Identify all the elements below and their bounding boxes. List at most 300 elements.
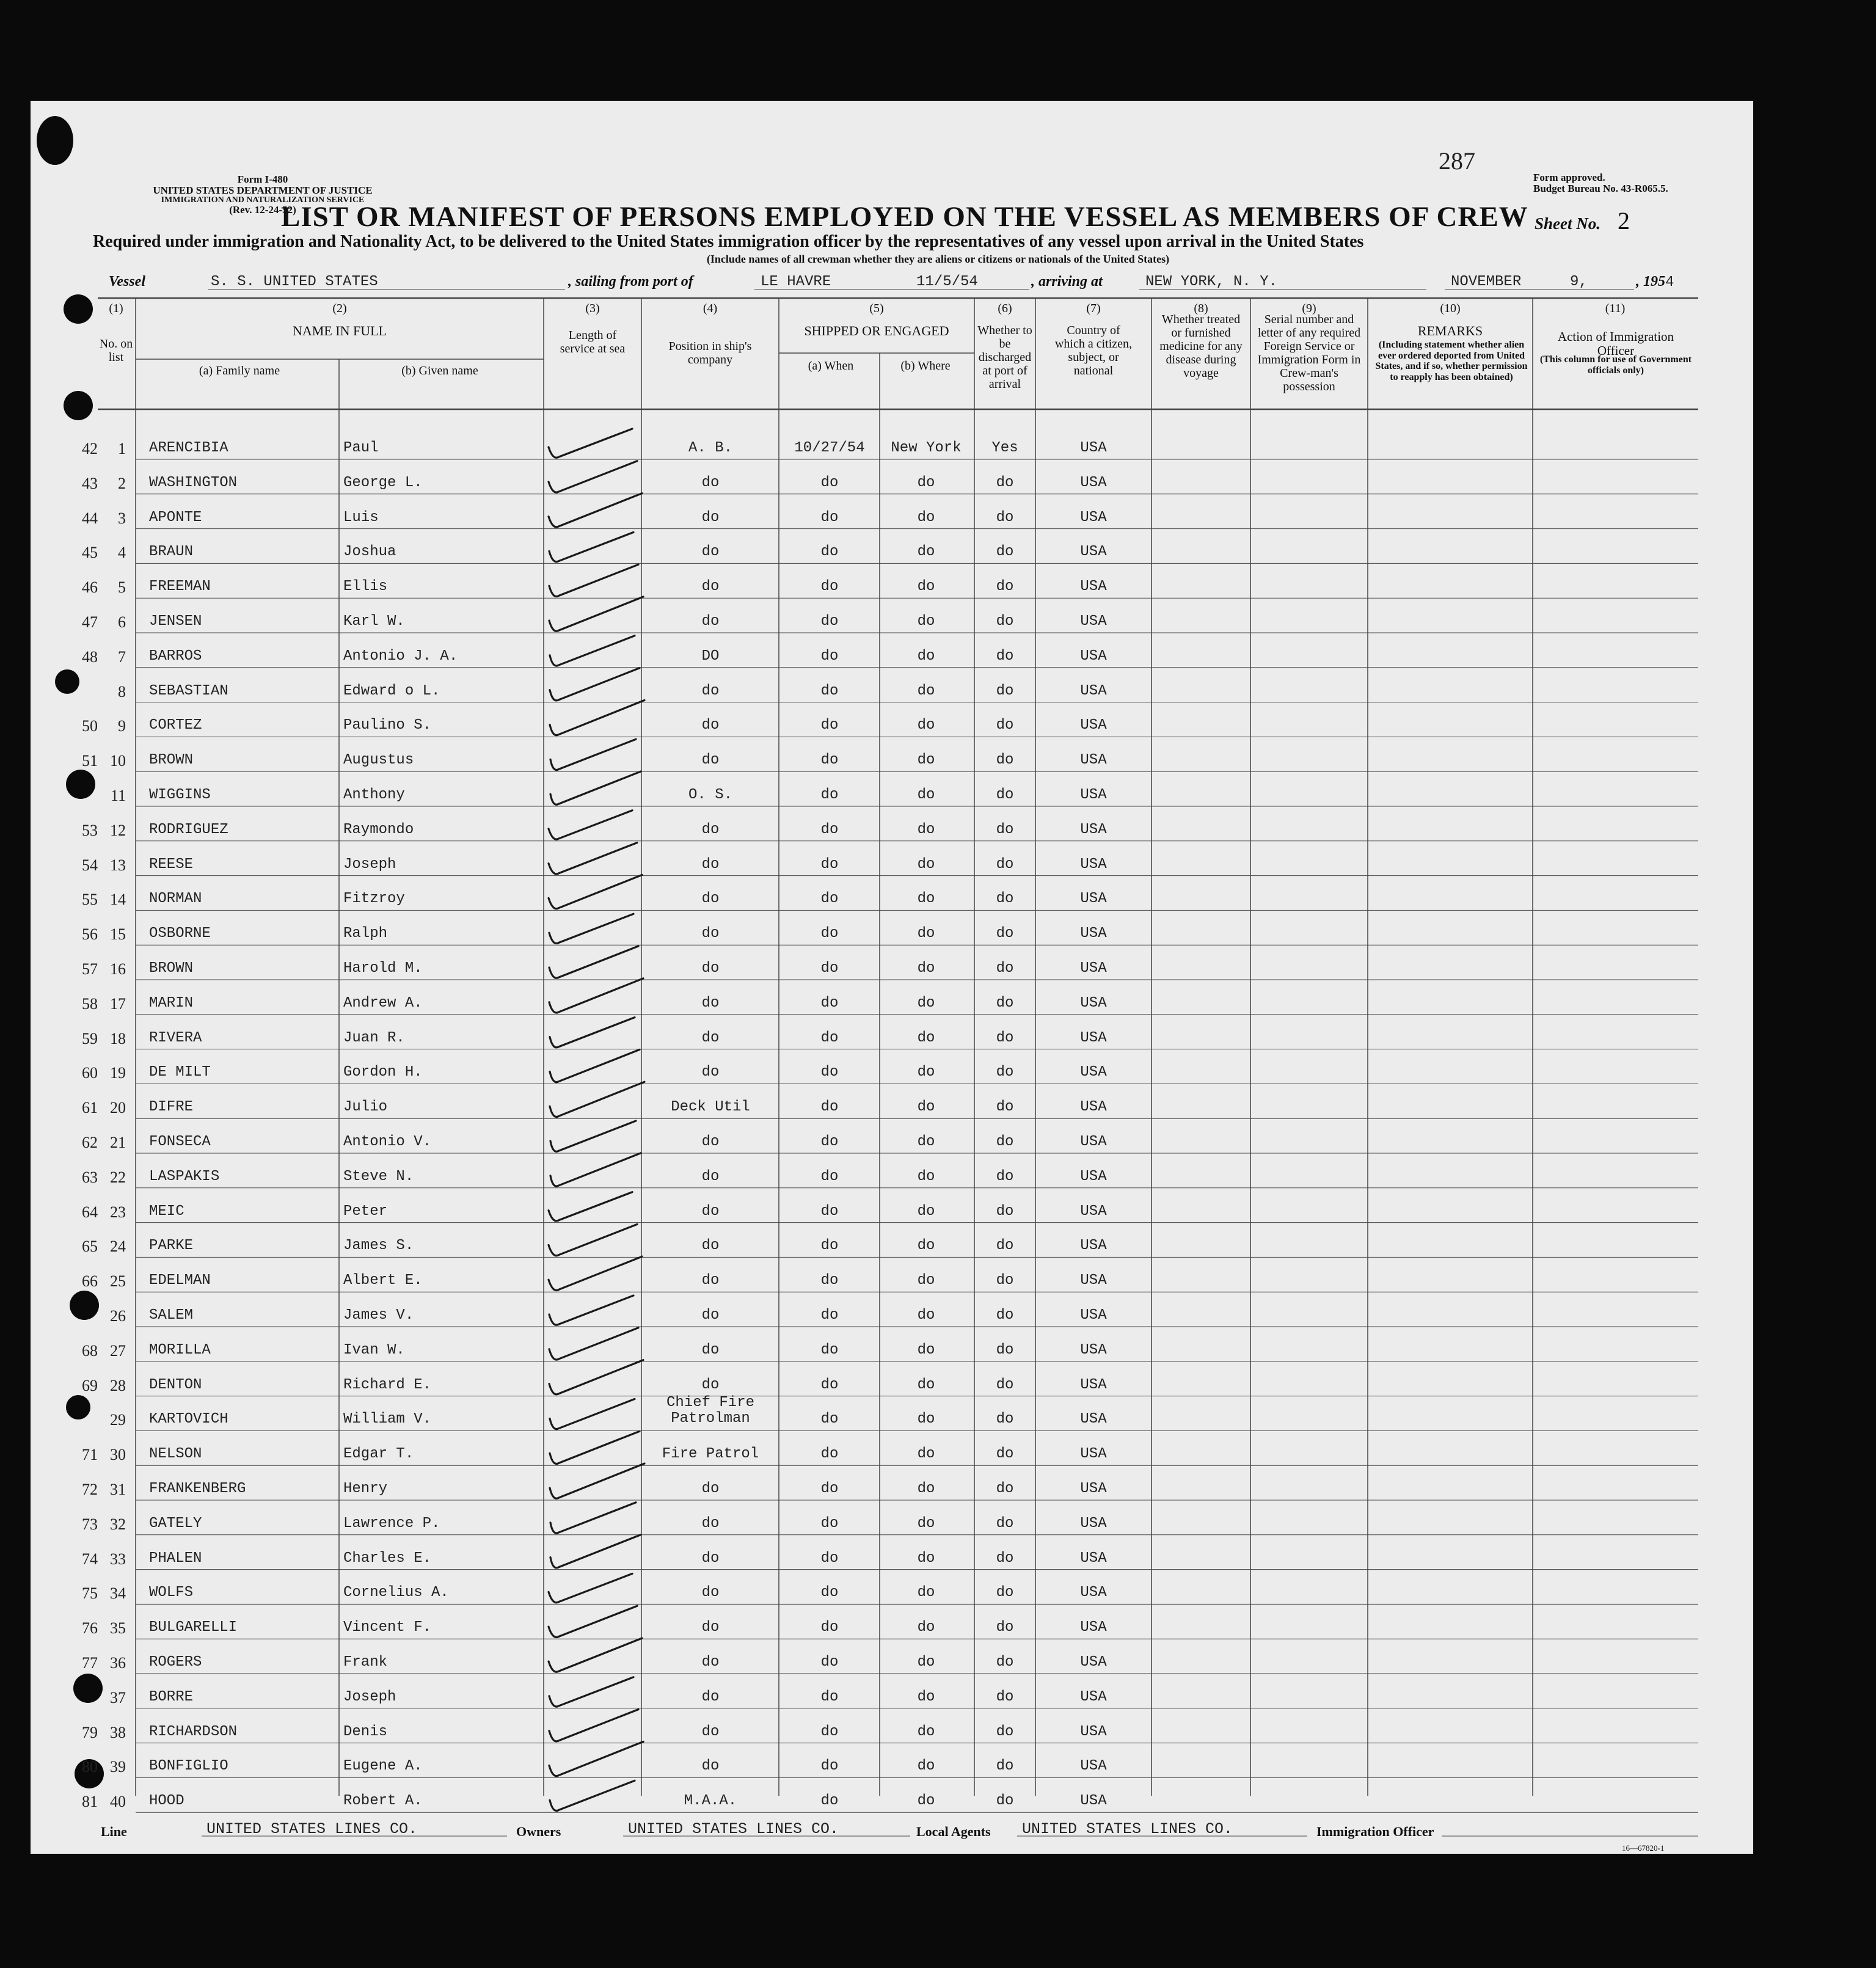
department-name: UNITED STATES DEPARTMENT OF JUSTICE bbox=[153, 184, 373, 196]
given-name: Vincent F. bbox=[343, 1619, 432, 1636]
position: do bbox=[701, 925, 720, 942]
shipped-when: do bbox=[820, 821, 839, 838]
country: USA bbox=[1080, 1793, 1107, 1810]
shipped-where: do bbox=[917, 1099, 935, 1116]
col4-number: (4) bbox=[703, 302, 718, 315]
position: Fire Patrol bbox=[662, 1446, 759, 1463]
col4-header: Position in ship's company bbox=[668, 340, 752, 366]
country: USA bbox=[1080, 1134, 1107, 1150]
position: M.A.A. bbox=[684, 1793, 737, 1810]
family-name: WIGGINS bbox=[149, 787, 211, 803]
given-name: Albert E. bbox=[343, 1272, 423, 1289]
position: do bbox=[701, 891, 720, 908]
shipped-where: do bbox=[917, 1237, 935, 1255]
shipped-when: do bbox=[820, 891, 839, 908]
form-revision: (Rev. 12-24-52) bbox=[229, 204, 296, 216]
shipped-when: do bbox=[820, 1307, 839, 1324]
approval-line-2: Budget Bureau No. 43-R065.5. bbox=[1533, 182, 1668, 194]
given-name: Robert A. bbox=[343, 1793, 423, 1810]
discharged: do bbox=[996, 1584, 1014, 1602]
shipped-where: do bbox=[917, 613, 935, 630]
list-number: 16 bbox=[110, 960, 126, 978]
shipped-where: do bbox=[917, 752, 935, 769]
list-number: 24 bbox=[110, 1237, 126, 1256]
page-ref-number: 47 bbox=[82, 613, 98, 631]
list-number: 29 bbox=[110, 1411, 126, 1429]
shipped-where: do bbox=[917, 682, 935, 699]
family-name: LASPAKIS bbox=[149, 1168, 220, 1185]
punch-hole bbox=[55, 669, 79, 694]
departure-port: LE HAVRE bbox=[761, 274, 831, 290]
family-name: DIFRE bbox=[149, 1099, 194, 1116]
page-ref-number: 75 bbox=[82, 1584, 98, 1603]
family-name: SALEM bbox=[149, 1307, 194, 1324]
shipped-when: do bbox=[820, 925, 839, 942]
country: USA bbox=[1080, 1515, 1107, 1532]
discharged: do bbox=[996, 474, 1014, 491]
page-ref-number: 48 bbox=[82, 647, 98, 666]
country: USA bbox=[1080, 717, 1107, 734]
list-number: 8 bbox=[118, 682, 126, 701]
page-ref-number: 60 bbox=[82, 1064, 98, 1082]
approval-line-1: Form approved. bbox=[1533, 172, 1605, 183]
given-name: Luis bbox=[343, 509, 379, 526]
list-number: 40 bbox=[110, 1793, 126, 1811]
country: USA bbox=[1080, 1341, 1107, 1358]
given-name: Peter bbox=[343, 1203, 388, 1220]
given-name: Ivan W. bbox=[343, 1341, 405, 1358]
col7-header: Country of which a citizen, subject, or national bbox=[1054, 324, 1133, 377]
shipped-where: do bbox=[917, 1688, 935, 1705]
given-name: Charles E. bbox=[343, 1550, 432, 1567]
shipped-where: do bbox=[917, 578, 935, 596]
page-ref-number: 65 bbox=[82, 1237, 98, 1256]
given-name: Julio bbox=[343, 1099, 388, 1116]
country: USA bbox=[1080, 474, 1107, 491]
discharged: do bbox=[996, 891, 1014, 908]
country: USA bbox=[1080, 1237, 1107, 1255]
discharged: do bbox=[996, 1619, 1014, 1636]
given-name: Harold M. bbox=[343, 960, 423, 977]
shipped-when: do bbox=[820, 856, 839, 873]
list-number: 27 bbox=[110, 1341, 126, 1360]
family-name: MEIC bbox=[149, 1203, 184, 1220]
discharged: do bbox=[996, 856, 1014, 873]
country: USA bbox=[1080, 1272, 1107, 1289]
page-ref-number: 79 bbox=[82, 1723, 98, 1741]
col9-number: (9) bbox=[1302, 302, 1316, 315]
list-number: 33 bbox=[110, 1550, 126, 1568]
shipped-where: New York bbox=[891, 440, 962, 456]
page-ref-number: 53 bbox=[82, 821, 98, 839]
family-name: APONTE bbox=[149, 509, 202, 526]
page-ref-number: 58 bbox=[82, 994, 98, 1013]
position: do bbox=[701, 682, 720, 699]
list-number: 37 bbox=[110, 1688, 126, 1707]
list-number: 10 bbox=[110, 752, 126, 770]
shipped-when: do bbox=[820, 960, 839, 977]
list-number: 4 bbox=[118, 544, 126, 562]
col2b-header: (b) Given name bbox=[401, 364, 478, 377]
shipped-where: do bbox=[917, 925, 935, 942]
family-name: RICHARDSON bbox=[149, 1723, 238, 1740]
list-number: 20 bbox=[110, 1099, 126, 1117]
form-number: Form I-480 bbox=[237, 173, 288, 185]
given-name: Joseph bbox=[343, 856, 396, 873]
shipped-when: do bbox=[820, 509, 839, 526]
country: USA bbox=[1080, 994, 1107, 1011]
col10-number: (10) bbox=[1440, 302, 1461, 315]
given-name: James V. bbox=[343, 1307, 414, 1324]
discharged: do bbox=[996, 509, 1014, 526]
col2-header: NAME IN FULL bbox=[293, 323, 387, 338]
list-number: 35 bbox=[110, 1619, 126, 1638]
page-ref-number: 42 bbox=[82, 440, 98, 457]
position: do bbox=[701, 1550, 720, 1567]
include-note: (Include names of all crewman whether they are aliens or citizens or nationals of the United States) bbox=[706, 253, 1170, 265]
family-name: MORILLA bbox=[149, 1341, 211, 1358]
page-ref-number: 50 bbox=[82, 717, 98, 735]
punch-hole bbox=[66, 770, 95, 799]
given-name: Anthony bbox=[343, 787, 405, 803]
country: USA bbox=[1080, 613, 1107, 630]
shipped-when: do bbox=[820, 1099, 839, 1116]
country: USA bbox=[1080, 578, 1107, 596]
list-number: 13 bbox=[110, 856, 126, 874]
family-name: FONSECA bbox=[149, 1134, 211, 1150]
shipped-when: do bbox=[820, 994, 839, 1011]
discharged: do bbox=[996, 787, 1014, 803]
family-name: ROGERS bbox=[149, 1654, 202, 1671]
position: DO bbox=[701, 647, 720, 665]
family-name: PARKE bbox=[149, 1237, 194, 1255]
position: do bbox=[701, 1341, 720, 1358]
arrival-month: NOVEMBER bbox=[1451, 274, 1522, 290]
country: USA bbox=[1080, 752, 1107, 769]
country: USA bbox=[1080, 1376, 1107, 1393]
col5a-header: (a) When bbox=[808, 359, 854, 373]
col2-number: (2) bbox=[332, 302, 347, 315]
shipped-where: do bbox=[917, 1515, 935, 1532]
page-ref-number: 46 bbox=[82, 578, 98, 597]
page-ref-number: 55 bbox=[82, 891, 98, 909]
list-number: 1 bbox=[118, 440, 126, 457]
country: USA bbox=[1080, 1411, 1107, 1428]
given-name: Edgar T. bbox=[343, 1446, 414, 1463]
shipped-where: do bbox=[917, 821, 935, 838]
given-name: William V. bbox=[343, 1411, 432, 1428]
discharged: do bbox=[996, 1654, 1014, 1671]
country: USA bbox=[1080, 1481, 1107, 1497]
line-label: Line bbox=[101, 1824, 127, 1839]
family-name: WOLFS bbox=[149, 1584, 194, 1602]
country: USA bbox=[1080, 1307, 1107, 1324]
discharged: do bbox=[996, 1446, 1014, 1463]
position: do bbox=[701, 1134, 720, 1150]
page-ref-number: 74 bbox=[82, 1550, 98, 1568]
page-ref-number: 61 bbox=[82, 1099, 98, 1117]
given-name: Raymondo bbox=[343, 821, 414, 838]
shipped-when: do bbox=[820, 544, 839, 561]
shipped-when: do bbox=[820, 578, 839, 596]
shipped-when: do bbox=[820, 1481, 839, 1497]
position: O. S. bbox=[688, 787, 732, 803]
list-number: 17 bbox=[110, 994, 126, 1013]
position: do bbox=[701, 1307, 720, 1324]
discharged: do bbox=[996, 682, 1014, 699]
shipped-when: do bbox=[820, 474, 839, 491]
family-name: BRAUN bbox=[149, 544, 194, 561]
family-name: EDELMAN bbox=[149, 1272, 211, 1289]
shipped-when: do bbox=[820, 1064, 839, 1081]
col11-note: (This column for use of Government officials only) bbox=[1539, 354, 1692, 376]
shipped-when: do bbox=[820, 1550, 839, 1567]
list-number: 39 bbox=[110, 1758, 126, 1776]
shipped-where: do bbox=[917, 1168, 935, 1185]
family-name: NELSON bbox=[149, 1446, 202, 1463]
shipped-when: do bbox=[820, 1411, 839, 1428]
position: do bbox=[701, 1584, 720, 1602]
country: USA bbox=[1080, 787, 1107, 803]
shipped-where: do bbox=[917, 1723, 935, 1740]
shipped-when: do bbox=[820, 1584, 839, 1602]
given-name: Paulino S. bbox=[343, 717, 432, 734]
shipped-when: do bbox=[820, 1341, 839, 1358]
page-ref-number: 45 bbox=[82, 544, 98, 562]
discharged: do bbox=[996, 1099, 1014, 1116]
page-ref-number: 59 bbox=[82, 1029, 98, 1048]
discharged: do bbox=[996, 613, 1014, 630]
list-number: 6 bbox=[118, 613, 126, 631]
col1-header: No. on list bbox=[99, 337, 133, 364]
given-name: Eugene A. bbox=[343, 1758, 423, 1775]
col2a-header: (a) Family name bbox=[199, 364, 280, 377]
discharged: do bbox=[996, 578, 1014, 596]
arriving-label: , arriving at bbox=[1031, 274, 1103, 290]
shipped-when: do bbox=[820, 647, 839, 665]
position: do bbox=[701, 578, 720, 596]
country: USA bbox=[1080, 1064, 1107, 1081]
shipped-when: do bbox=[820, 613, 839, 630]
shipped-where: do bbox=[917, 960, 935, 977]
list-number: 34 bbox=[110, 1584, 126, 1603]
discharged: do bbox=[996, 960, 1014, 977]
shipped-when: do bbox=[820, 1203, 839, 1220]
page-ref-number: 62 bbox=[82, 1134, 98, 1151]
col8-number: (8) bbox=[1194, 302, 1208, 315]
shipped-where: do bbox=[917, 856, 935, 873]
discharged: do bbox=[996, 1272, 1014, 1289]
country: USA bbox=[1080, 1723, 1107, 1740]
family-name: BONFIGLIO bbox=[149, 1758, 228, 1775]
given-name: Lawrence P. bbox=[343, 1515, 440, 1532]
country: USA bbox=[1080, 891, 1107, 908]
country: USA bbox=[1080, 1099, 1107, 1116]
given-name: Antonio V. bbox=[343, 1134, 432, 1150]
position: do bbox=[701, 544, 720, 561]
col5-header: SHIPPED OR ENGAGED bbox=[804, 323, 949, 338]
position: do bbox=[701, 1029, 720, 1046]
given-name: Fitzroy bbox=[343, 891, 405, 908]
list-number: 31 bbox=[110, 1481, 126, 1498]
col5-number: (5) bbox=[869, 302, 884, 315]
col6-number: (6) bbox=[998, 302, 1012, 315]
col7-number: (7) bbox=[1086, 302, 1101, 315]
shipped-when: do bbox=[820, 1168, 839, 1185]
page-ref-number: 51 bbox=[82, 752, 98, 770]
shipped-where: do bbox=[917, 1584, 935, 1602]
shipped-when: 10/27/54 bbox=[794, 440, 865, 456]
list-number: 3 bbox=[118, 509, 126, 527]
position: do bbox=[701, 1272, 720, 1289]
family-name: BARROS bbox=[149, 647, 202, 665]
family-name: OSBORNE bbox=[149, 925, 211, 942]
list-number: 11 bbox=[110, 787, 126, 804]
shipped-where: do bbox=[917, 1758, 935, 1775]
col5b-header: (b) Where bbox=[900, 359, 951, 373]
given-name: Frank bbox=[343, 1654, 388, 1671]
discharged: do bbox=[996, 994, 1014, 1011]
discharged: do bbox=[996, 1237, 1014, 1255]
country: USA bbox=[1080, 856, 1107, 873]
discharged: do bbox=[996, 1168, 1014, 1185]
discharged: do bbox=[996, 1376, 1014, 1393]
page-ref-number: 63 bbox=[82, 1168, 98, 1186]
discharged: do bbox=[996, 1341, 1014, 1358]
list-number: 9 bbox=[118, 717, 126, 735]
shipped-where: do bbox=[917, 1341, 935, 1358]
list-number: 25 bbox=[110, 1272, 126, 1291]
family-name: HOOD bbox=[149, 1793, 184, 1810]
page-ref-number: 77 bbox=[82, 1654, 98, 1672]
agents-label: Local Agents bbox=[916, 1824, 991, 1839]
given-name: Gordon H. bbox=[343, 1064, 423, 1081]
country: USA bbox=[1080, 1203, 1107, 1220]
col3-number: (3) bbox=[585, 302, 600, 315]
country: USA bbox=[1080, 440, 1107, 456]
list-number: 18 bbox=[110, 1029, 126, 1048]
shipped-where: do bbox=[917, 1446, 935, 1463]
family-name: FREEMAN bbox=[149, 578, 211, 596]
shipped-when: do bbox=[820, 752, 839, 769]
discharged: do bbox=[996, 1515, 1014, 1532]
country: USA bbox=[1080, 821, 1107, 838]
punch-hole bbox=[64, 391, 93, 420]
shipped-where: do bbox=[917, 1793, 935, 1810]
service-name: IMMIGRATION AND NATURALIZATION SERVICE bbox=[161, 195, 365, 205]
shipped-when: do bbox=[820, 1272, 839, 1289]
shipped-where: do bbox=[917, 787, 935, 803]
country: USA bbox=[1080, 682, 1107, 699]
stamp-number: 287 bbox=[1439, 147, 1475, 175]
shipped-where: do bbox=[917, 1411, 935, 1428]
shipped-where: do bbox=[917, 544, 935, 561]
shipped-when: do bbox=[820, 717, 839, 734]
family-name: RODRIGUEZ bbox=[149, 821, 228, 838]
page-ref-number: 43 bbox=[82, 474, 98, 492]
list-number: 7 bbox=[118, 647, 126, 666]
given-name: Steve N. bbox=[343, 1168, 414, 1185]
given-name: Paul bbox=[343, 440, 379, 456]
shipped-when: do bbox=[820, 1446, 839, 1463]
position: do bbox=[701, 1515, 720, 1532]
page-ref-number: 68 bbox=[82, 1341, 98, 1360]
list-number: 28 bbox=[110, 1376, 126, 1394]
country: USA bbox=[1080, 544, 1107, 561]
given-name: Andrew A. bbox=[343, 994, 423, 1011]
shipped-where: do bbox=[917, 1619, 935, 1636]
family-name: SEBASTIAN bbox=[149, 682, 228, 699]
col10-header: REMARKS bbox=[1417, 323, 1483, 338]
vessel-label: Vessel bbox=[109, 274, 145, 290]
position: do bbox=[701, 1203, 720, 1220]
shipped-when: do bbox=[820, 1134, 839, 1150]
country: USA bbox=[1080, 925, 1107, 942]
page-ref-number: 57 bbox=[82, 960, 98, 978]
punch-hole bbox=[66, 1395, 90, 1420]
discharged: do bbox=[996, 1723, 1014, 1740]
page-ref-number: 81 bbox=[82, 1793, 98, 1811]
page-ref-number: 44 bbox=[82, 509, 98, 527]
position: do bbox=[701, 1376, 720, 1393]
punch-hole bbox=[70, 1291, 99, 1320]
shipped-when: do bbox=[820, 787, 839, 803]
given-name: Antonio J. A. bbox=[343, 647, 458, 665]
punch-hole bbox=[73, 1674, 103, 1703]
shipped-when: do bbox=[820, 1654, 839, 1671]
list-number: 23 bbox=[110, 1203, 126, 1221]
position: do bbox=[701, 1481, 720, 1497]
given-name: Ellis bbox=[343, 578, 388, 596]
col10-note: (Including statement whether alien ever ordered deported from United States, and if so, whether permission to reapply has been obtained) bbox=[1375, 340, 1528, 382]
page-ref-number: 56 bbox=[82, 925, 98, 944]
page-ref-number: 80 bbox=[82, 1758, 98, 1776]
country: USA bbox=[1080, 1619, 1107, 1636]
page-ref-number: 76 bbox=[82, 1619, 98, 1638]
given-name: Juan R. bbox=[343, 1029, 405, 1046]
list-number: 12 bbox=[110, 821, 126, 839]
list-number: 36 bbox=[110, 1654, 126, 1672]
owners-label: Owners bbox=[516, 1824, 561, 1839]
position: do bbox=[701, 717, 720, 734]
position: do bbox=[701, 1723, 720, 1740]
discharged: Yes bbox=[991, 440, 1018, 456]
footer-code: 16—67820-1 bbox=[1622, 1843, 1665, 1853]
page-ref-number: 73 bbox=[82, 1515, 98, 1533]
country: USA bbox=[1080, 1654, 1107, 1671]
discharged: do bbox=[996, 717, 1014, 734]
given-name: Karl W. bbox=[343, 613, 405, 630]
list-number: 21 bbox=[110, 1134, 126, 1151]
shipped-when: do bbox=[820, 1619, 839, 1636]
shipped-where: do bbox=[917, 1481, 935, 1497]
page-ref-number: 54 bbox=[82, 856, 98, 874]
position: do bbox=[701, 509, 720, 526]
shipped-where: do bbox=[917, 994, 935, 1011]
discharged: do bbox=[996, 821, 1014, 838]
discharged: do bbox=[996, 1064, 1014, 1081]
given-name: Henry bbox=[343, 1481, 388, 1497]
shipped-when: do bbox=[820, 1237, 839, 1255]
shipped-where: do bbox=[917, 1376, 935, 1393]
agents-value: UNITED STATES LINES CO. bbox=[1022, 1820, 1233, 1838]
col8-header: Whether treated or furnished medicine for any disease during voyage bbox=[1159, 313, 1243, 380]
col11-header: Action of Immigration Officer bbox=[1557, 329, 1674, 359]
country: USA bbox=[1080, 1688, 1107, 1705]
family-name: BORRE bbox=[149, 1688, 194, 1705]
shipped-where: do bbox=[917, 1064, 935, 1081]
list-number: 22 bbox=[110, 1168, 126, 1186]
